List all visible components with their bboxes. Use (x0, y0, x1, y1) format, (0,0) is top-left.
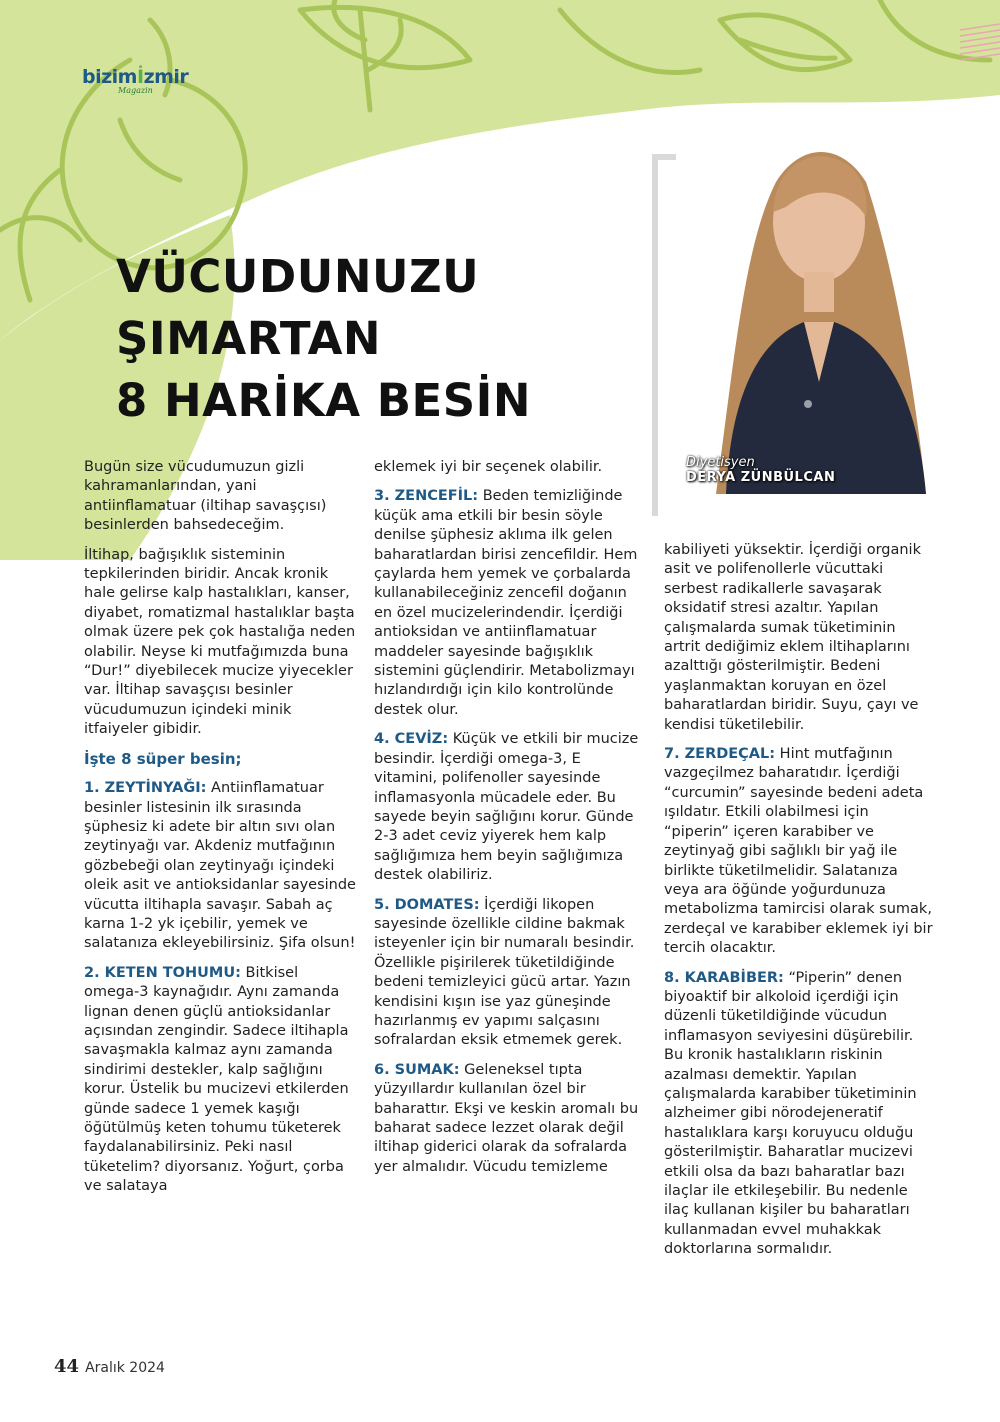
logo-wordmark: bizimİzmir (82, 66, 189, 88)
continued-paragraph: eklemek iyi bir seçenek olabilir. (374, 459, 603, 475)
author-name: DERYA ZÜNBÜLCAN (686, 470, 836, 485)
decorative-stripes (960, 0, 1000, 80)
article-title (116, 246, 531, 432)
inflammation-paragraph: İltihap, bağışıklık sisteminin tepkilerinden biridir. Ancak kronik hale gelirse kalp hastalıkları, kanser, diyabet, romatizmal hastalıklar başta olmak üzere pek çok hastalığa neden olabilir. Neyse ki mutfağımızda buna “Dur!” diyebilecek mucize yiyecekler var. İltihap savaşçısı besinler vücudumuzun içindeki minik itfaiyeler gibidir. (84, 546, 356, 738)
logo-subtitle: Magazin (118, 86, 153, 95)
section-heading: 4. CEVİZ: (374, 731, 449, 748)
title-line-1: VÜCUDUNUZU (116, 250, 480, 303)
text-column-3 (664, 541, 934, 1270)
section-sumac: 6. SUMAK: Geleneksel tıpta yüzyıllardır kullanılan özel bir baharattır. Ekşi ve keskin aromalı bu baharat sadece lezzet olarak değil iltihap giderici olarak da sofralarda yer almalıdır. Vücudu temizleme (374, 1061, 639, 1175)
page-footer (54, 1356, 165, 1377)
author-photo (676, 122, 962, 494)
section-heading: 1. ZEYTİNYAĞI: (84, 780, 207, 797)
foods-subheading: İşte 8 süper besin; (84, 749, 242, 768)
page-number: 44 (54, 1356, 80, 1377)
section-heading: 7. ZERDEÇAL: (664, 746, 776, 763)
issue-date: Aralık 2024 (85, 1360, 165, 1376)
section-heading: 5. DOMATES: (374, 896, 480, 913)
section-olive-oil: 1. ZEYTİNYAĞI: Antiinflamatuar besinler listesinin ilk sırasında şüphesiz ki adete bir altın sıvı olan zeytinyağı var. Akdeniz mutfağının gözbebeği olan zeytinyağı içindeki oleik asit ve antioksidanlar sayesinde vücutta iltihapla savaşır. Sabah aç karna 1-2 yk içebilir, yemek ve salatanıza ekleyebilirsiniz. Şifa olsun! (84, 780, 356, 952)
section-ginger: 3. ZENCEFİL: Beden temizliğinde küçük ama etkili bir besin söyle denilse şüphesiz aklıma ilk gelen baharatlardan birisi zencefildir. Hem çaylarda hem yemek ve çorbalarda kullanabileceğiniz zencefil doğanın en özel mucizelerindendir. İçerdiği antioksidan ve antiinflamatuar maddeler sayesinde bağışıklık sistemini güçlendirir. Metabolizmayı hızlandırdığı için kilo kontrolünde destek olur. (374, 488, 638, 718)
section-walnut: 4. CEVİZ: Küçük ve etkili bir mucize besindir. İçerdiği omega-3, E vitamini, polifenoller sayesinde inflamasyonla mücadele eder. Bu sayede beyin sağlığını korur. Günde 2-3 adet ceviz yiyerek hem kalp sağlığımıza hem beyin sağlığımıza destek olabiliriz. (374, 731, 639, 884)
section-heading: 6. SUMAK: (374, 1061, 460, 1078)
magazine-logo[interactable] (82, 66, 189, 95)
continued-paragraph: kabiliyeti yüksektir. İçerdiği organik asit ve polifenollerle vücuttaki serbest radikallerle savaşarak oksidatif stresi azaltır. Yapılan çalışmalarda sumak tüketiminin artrit dediğimiz eklem iltihaplarını azalttığı gösterilmiştir. Bedeni yaşlanmaktan koruyan en özel baharatlardan biridir. Suyu, çayı ve kendisi tüketilebilir. (664, 542, 921, 733)
text-column-1 (84, 458, 356, 1207)
section-flaxseed: 2. KETEN TOHUMU: Bitkisel omega-3 kaynağıdır. Aynı zamanda lignan denen güçlü antioksidanlar açısından zengindir. Sadece iltihapla savaşmakla kalmaz aynı zamanda sindirimi destekler, kalp sağlığını korur. Üstelik bu mucizevi etkilerden günde sadece 1 yemek kaşığı öğütülmüş keten tohumu tüketerek faydalanabilirsiniz. Peki nasıl tüketelim? diyorsanız. Yoğurt, çorba ve salataya (84, 964, 349, 1195)
title-line-2: ŞIMARTAN (116, 312, 382, 365)
section-heading: 8. KARABİBER: (664, 969, 784, 986)
section-heading: 3. ZENCEFİL: (374, 488, 479, 505)
text-column-2 (374, 458, 640, 1187)
section-tomato: 5. DOMATES: İçerdiği likopen sayesinde özellikle cildine bakmak isteyenler için bir numaralı besindir. Özellikle pişirilerek tüketildiğinde bedeni temizleyici gücü artar. Yazın kendisini kışın ise yaz güneşinde hazırlanmış ev yapımı salçasını sofralardan eksik etmemek gerek. (374, 896, 635, 1049)
author-caption (686, 455, 835, 485)
author-role: Diyetisyen (686, 455, 755, 470)
section-heading: 2. KETEN TOHUMU: (84, 964, 241, 981)
section-black-pepper: 8. KARABİBER: “Piperin” denen biyoaktif bir alkoloid içerdiği için düzenli tüketildiğinde vücudun inflamasyon seviyesini düşürebilir. Bu kronik hastalıkların riskinin azalması demektir. Yapılan çalışmalarda karabiber tüketiminin alzheimer gibi nörodejeneratif hastalıklara karşı koruyucu olduğu gösterilmiştir. Baharatlar mucizevi etkili olsa da bazı baharatlar bazı ilaçlar ile etkileşebilir. Bu nedenle ilaç kullanan kişiler bu baharatları kullanmadan evvel muhakkak doktorlarına sormalıdır. (664, 969, 917, 1258)
intro-paragraph: Bugün size vücudumuzun gizli kahramanlarından, yani antiinflamatuar (iltihap savaşçısı) besinlerden bahsedeceğim. (84, 459, 327, 534)
title-line-3: 8 HARİKA BESİN (116, 374, 532, 427)
section-turmeric: 7. ZERDEÇAL: Hint mutfağının vazgeçilmez baharatıdır. İçerdiği “curcumin” sayesinde bedeni adeta ışıldatır. Etkili olabilmesi için “piperin” içeren karabiber ve zeytinyağ gibi sağlıklı bir yağ ile birlikte tüketilmelidir. Salatanıza veya ara öğünde yoğurdunuza metabolizma tamircisi olarak sumak, zerdeçal ve karabiber eklemek iyi bir tercih olacaktır. (664, 746, 933, 957)
